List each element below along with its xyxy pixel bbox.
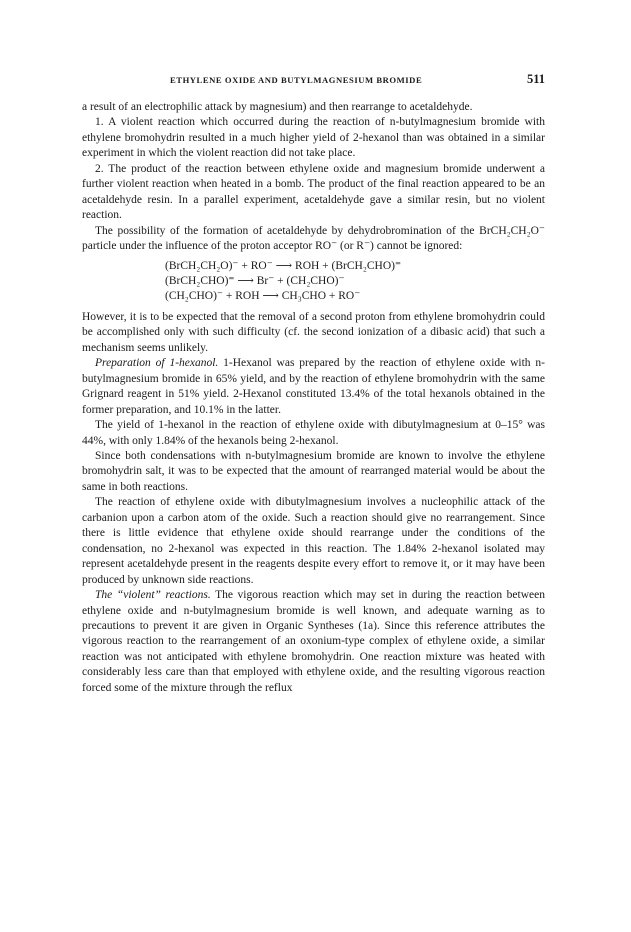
- section-heading: The “violent” reactions.: [95, 589, 211, 602]
- section-heading: Preparation of 1-hexanol.: [95, 357, 219, 370]
- paragraph-text: 1-Hexanol was prepared by the reaction of ethylene oxide with n-butylmagnesium bromide in 65% yield, and by the reaction of ethylene bromohydrin with the same Grignard reagent in 51% yield. 2-Hexanol constituted 13.4% of the total hexanols obtained in the former preparation, and 10.1% in the latter.: [82, 357, 545, 416]
- paragraph: a result of an electrophilic attack by magnesium) and then rearrange to acetaldehyde.: [82, 101, 473, 113]
- paragraph: The reaction of ethylene oxide with dibutylmagnesium involves a nucleophilic attack of the carbanion upon a carbon atom of the oxide. Such a reaction should give no rearrangement. Since there is little evidence that ethylene oxide should rearrange under the conditions of the condensation, no 2-hexanol was expected in this reaction. The 1.84% 2-hexanol isolated may represent acetaldehyde present in the reagents despite every effort to remove it, or it may have been produced by unknown side reactions.: [82, 496, 545, 586]
- paragraph: [82, 356, 545, 418]
- paragraph: 2. The product of the reaction between ethylene oxide and magnesium bromide underwent a further violent reaction when heated in a bomb. The product of the final reaction appeared to be an acetaldehyde resin. In a parallel experiment, acetaldehyde gave a similar resin, but no violent reaction.: [82, 162, 545, 222]
- equation: (BrCH₂CH₂O)⁻ + RO⁻ ⟶ ROH + (BrCH₂CHO)⁼: [165, 259, 402, 272]
- paragraph: Since both condensations with n-butylmagnesium bromide are known to involve the ethylene bromohydrin salt, it was to be expected that the amount of rearranged material would be about the same in both reactions.: [82, 449, 545, 493]
- paragraph: The possibility of the formation of acetaldehyde by dehydrobromination of the BrCH₂CH₂O⁻ particle under the influence of the proton acceptor RO⁻ (or R⁻) cannot be ignored:: [82, 224, 545, 253]
- body-text: [82, 100, 545, 696]
- reaction-equations: [82, 259, 545, 305]
- paragraph: The yield of 1-hexanol in the reaction of ethylene oxide with dibutylmagnesium at 0–15° was 44%, with only 1.84% of the hexanols being 2-hexanol.: [82, 419, 545, 447]
- paragraph-text: The vigorous reaction which may set in during the reaction between ethylene oxide and n-butylmagnesium bromide is well known, and adequate warning as to precautions to prevent it are given in Organic Syntheses (1a). Since this reference attributes the vigorous reaction to the rearrangement of an oxonium-type complex of ethylene oxide, a similar reaction was not anticipated with ethylene bromohydrin. One reaction mixture was heated with considerably less care than that employed with ethylene oxide, and the resulting vigorous reaction forced some of the mixture through the reflux: [82, 589, 545, 694]
- paragraph: However, it is to be expected that the removal of a second proton from ethylene bromohydrin could be accomplished only with such difficulty (cf. the second ionization of a dibasic acid) that such a mechanism seems unlikely.: [82, 310, 545, 354]
- equation: (CH₂CHO)⁻ + ROH ⟶ CH₃CHO + RO⁻: [165, 290, 361, 303]
- page-number: 511: [526, 72, 545, 86]
- page-header: [82, 72, 545, 90]
- paragraph: [82, 588, 545, 696]
- running-title: ETHYLENE OXIDE AND BUTYLMAGNESIUM BROMIDE: [170, 75, 423, 85]
- paragraph: 1. A violent reaction which occurred during the reaction of n-butylmagnesium bromide with ethylene bromohydrin resulted in a much higher yield of 2-hexanol than was obtained in a similar experiment in which the violent reaction did not take place.: [82, 116, 545, 160]
- equation: (BrCH₂CHO)⁼ ⟶ Br⁻ + (CH₂CHO)⁻: [165, 274, 345, 287]
